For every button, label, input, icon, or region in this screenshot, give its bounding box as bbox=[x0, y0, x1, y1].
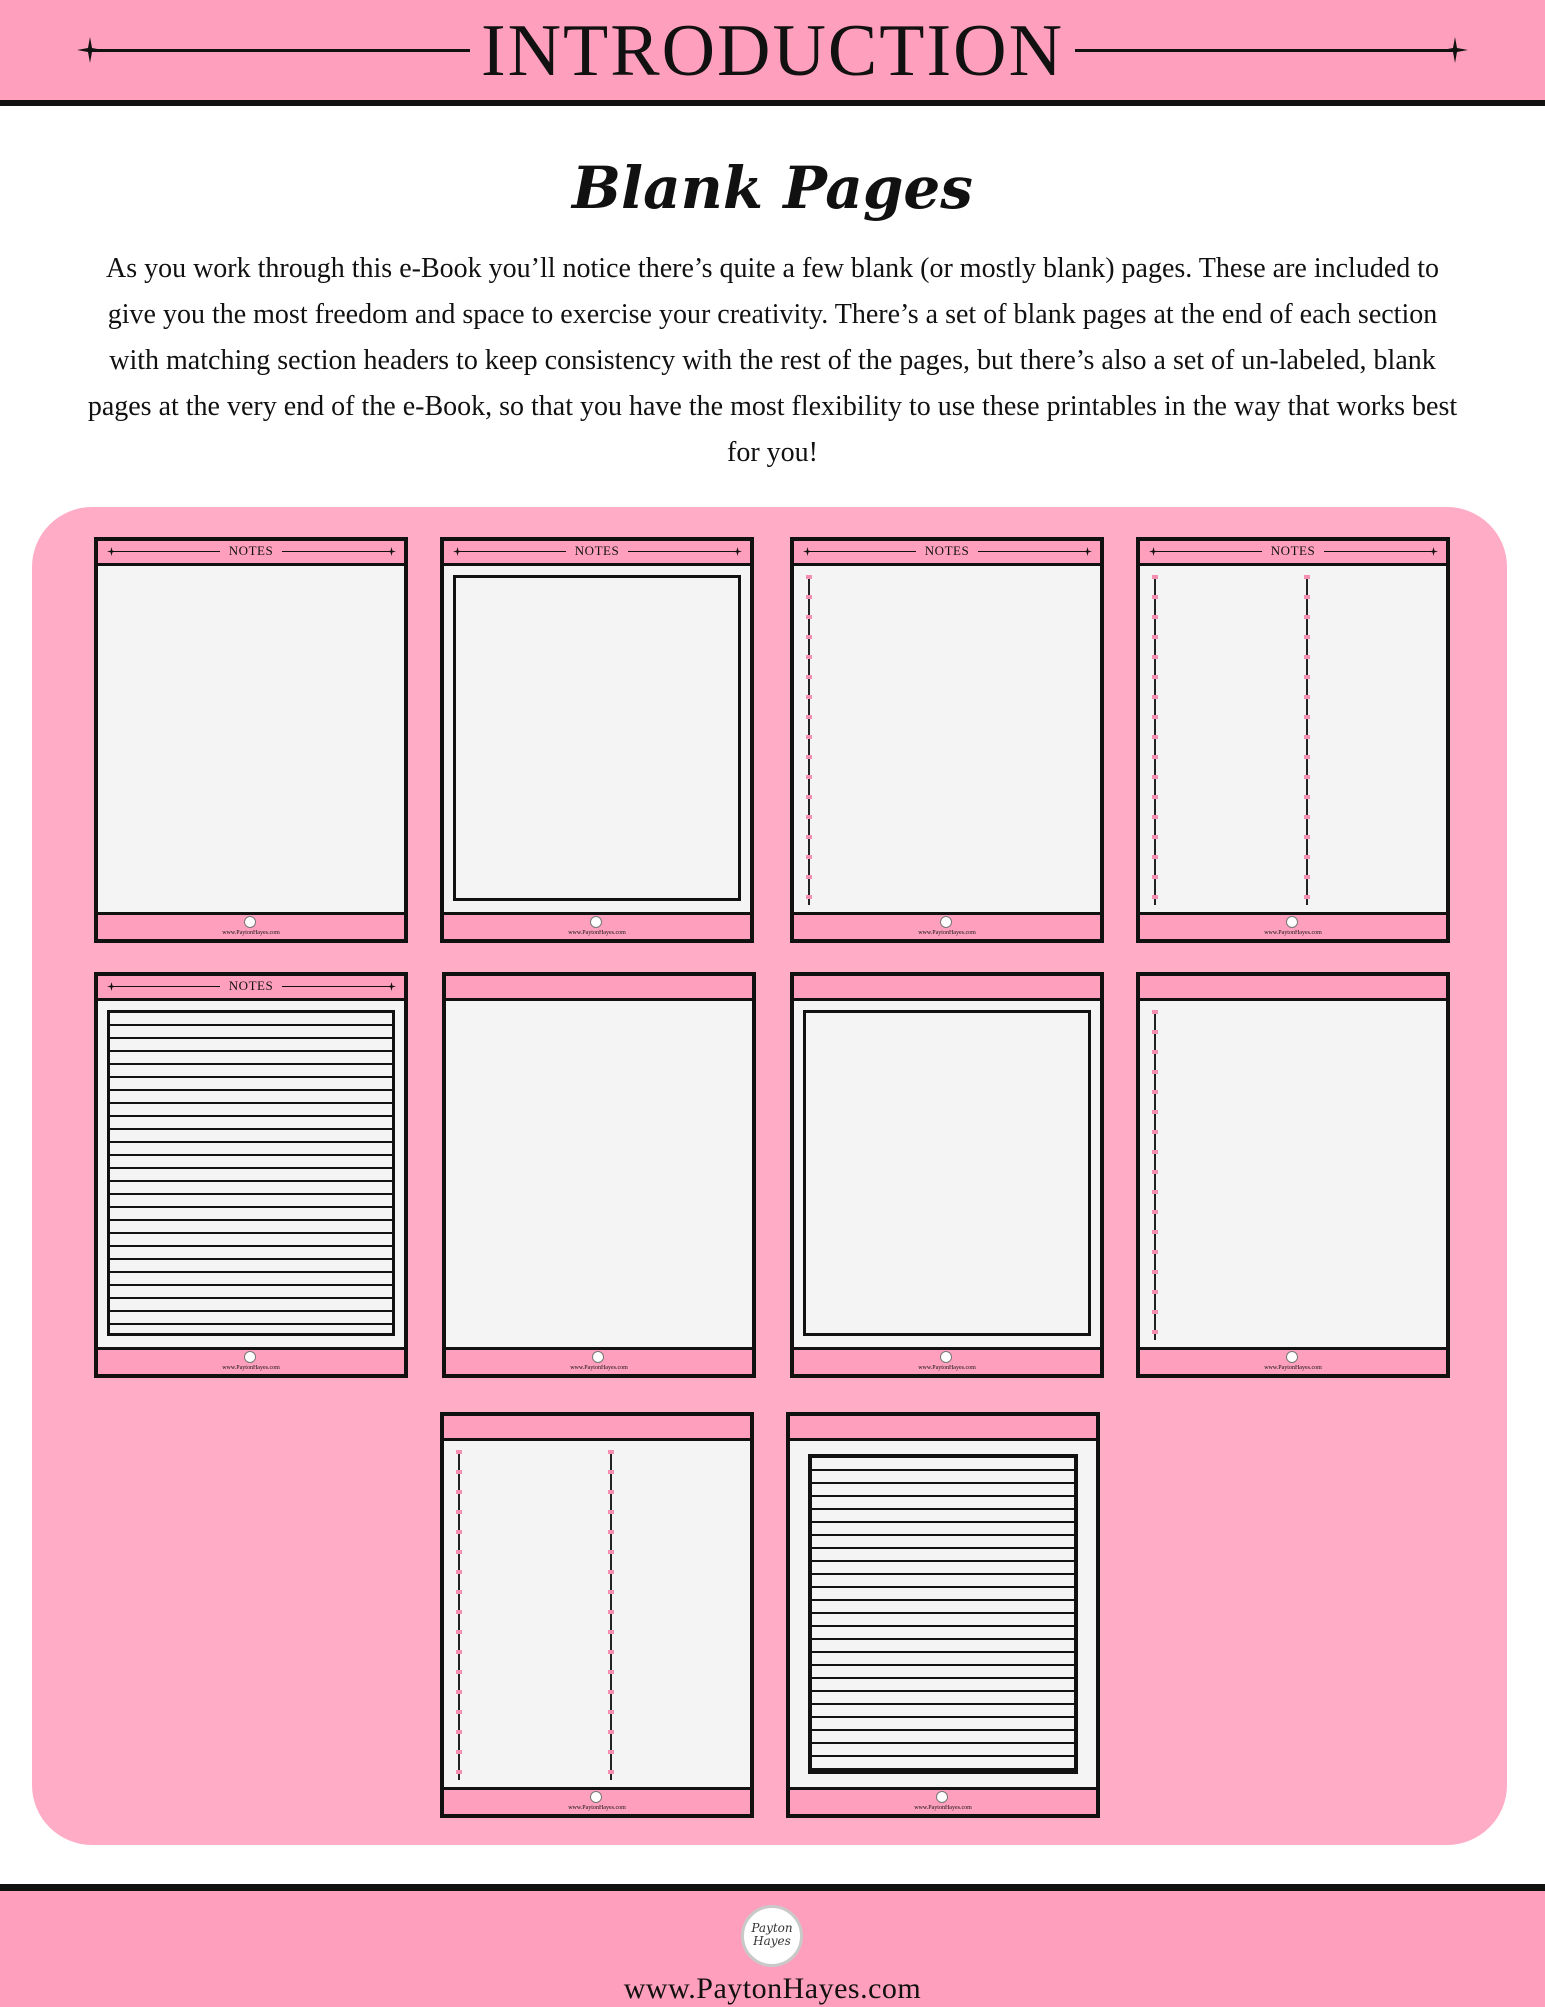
column-divider bbox=[806, 575, 812, 905]
thumbnail-footer-url: www.PaytonHayes.com bbox=[222, 930, 280, 936]
sparkle-icon bbox=[1429, 547, 1438, 556]
section-title: Blank Pages bbox=[572, 154, 973, 222]
logo-icon bbox=[244, 916, 256, 928]
thumbnail-footer bbox=[1140, 1347, 1446, 1374]
thumbnail-frame bbox=[453, 575, 741, 901]
thumbnail-notes-one-column bbox=[790, 537, 1104, 943]
footer-url: www.PaytonHayes.com bbox=[623, 1972, 922, 2005]
thumbnail-header bbox=[444, 1416, 750, 1441]
thumbnail-footer-url: www.PaytonHayes.com bbox=[914, 1805, 972, 1811]
page-title: INTRODUCTION bbox=[480, 10, 1065, 92]
thumbnail-header bbox=[446, 976, 752, 1001]
thumbnail-header-label: NOTES bbox=[1270, 543, 1316, 558]
sparkle-icon bbox=[387, 982, 396, 991]
thumbnail-header-label: NOTES bbox=[228, 978, 274, 993]
thumbnail-header bbox=[98, 976, 404, 1001]
sparkle-icon bbox=[733, 547, 742, 556]
column-divider bbox=[456, 1450, 462, 1780]
column-divider bbox=[1152, 575, 1158, 905]
logo-icon bbox=[936, 1791, 948, 1803]
logo-icon bbox=[940, 1351, 952, 1363]
logo-icon bbox=[1286, 1351, 1298, 1363]
thumbnail-footer bbox=[790, 1787, 1096, 1814]
thumbnail-footer bbox=[444, 912, 750, 939]
brand-logo bbox=[741, 1905, 803, 1967]
page-footer bbox=[0, 1884, 1545, 2007]
thumbnail-footer-url: www.PaytonHayes.com bbox=[568, 930, 626, 936]
column-divider bbox=[1152, 1010, 1158, 1340]
sparkle-icon bbox=[1083, 547, 1092, 556]
thumbnail-plain-two-columns bbox=[440, 1412, 754, 1818]
thumbnail-header bbox=[794, 976, 1100, 1001]
column-divider bbox=[608, 1450, 614, 1780]
brand-logo-signature: Payton Hayes bbox=[751, 1921, 793, 1948]
column-divider bbox=[1304, 575, 1310, 905]
thumbnail-notes-lined bbox=[94, 972, 408, 1378]
thumbnail-footer bbox=[98, 912, 404, 939]
thumbnail-plain-one-column bbox=[1136, 972, 1450, 1378]
thumbnail-lined-frame bbox=[107, 1010, 395, 1336]
thumbnail-footer-url: www.PaytonHayes.com bbox=[568, 1805, 626, 1811]
thumbnail-header bbox=[1140, 541, 1446, 566]
thumbnail-header-label: NOTES bbox=[228, 543, 274, 558]
logo-icon bbox=[940, 916, 952, 928]
header-rule-right bbox=[1075, 49, 1455, 52]
thumbnail-header-label: NOTES bbox=[924, 543, 970, 558]
logo-icon bbox=[592, 1351, 604, 1363]
thumbnail-footer-url: www.PaytonHayes.com bbox=[1264, 930, 1322, 936]
thumbnail-plain-lined bbox=[786, 1412, 1100, 1818]
thumbnail-header bbox=[1140, 976, 1446, 1001]
thumbnail-footer bbox=[98, 1347, 404, 1374]
thumbnail-plain-framed bbox=[790, 972, 1104, 1378]
logo-icon bbox=[1286, 916, 1298, 928]
thumbnail-footer bbox=[444, 1787, 750, 1814]
thumbnail-notes-blank bbox=[94, 537, 408, 943]
thumbnail-plain-blank bbox=[442, 972, 756, 1378]
logo-icon bbox=[590, 916, 602, 928]
page-header bbox=[0, 0, 1545, 106]
sparkle-icon bbox=[1442, 37, 1468, 63]
thumbnail-footer-url: www.PaytonHayes.com bbox=[570, 1365, 628, 1371]
thumbnail-notes-framed bbox=[440, 537, 754, 943]
thumbnail-header bbox=[794, 541, 1100, 566]
blank-pages-gallery bbox=[32, 507, 1507, 1845]
logo-icon bbox=[590, 1791, 602, 1803]
thumbnail-header bbox=[98, 541, 404, 566]
thumbnail-footer bbox=[446, 1347, 752, 1374]
thumbnail-footer bbox=[794, 912, 1100, 939]
thumbnail-footer-url: www.PaytonHayes.com bbox=[222, 1365, 280, 1371]
thumbnail-header-label: NOTES bbox=[574, 543, 620, 558]
thumbnail-frame bbox=[803, 1010, 1091, 1336]
thumbnail-footer bbox=[1140, 912, 1446, 939]
thumbnail-footer-url: www.PaytonHayes.com bbox=[918, 930, 976, 936]
thumbnail-footer bbox=[794, 1347, 1100, 1374]
sparkle-icon bbox=[387, 547, 396, 556]
thumbnail-header bbox=[790, 1416, 1096, 1441]
thumbnail-footer-url: www.PaytonHayes.com bbox=[918, 1365, 976, 1371]
thumbnail-header bbox=[444, 541, 750, 566]
thumbnail-footer-url: www.PaytonHayes.com bbox=[1264, 1365, 1322, 1371]
thumbnail-lined-frame bbox=[808, 1454, 1078, 1774]
intro-paragraph: As you work through this e-Book you’ll notice there’s quite a few blank (or mostly blank) pages. These are included to give you the most freedom and space to exercise your creativity. There’s a set of blank pages at the end of each section with matching section headers to keep consistency with the rest of the pages, but there’s also a set of un-labeled, blank pages at the very end of the e-Book, so that you have the most flexibility to use these printables in the way that works best for you! bbox=[87, 253, 1458, 468]
logo-icon bbox=[244, 1351, 256, 1363]
thumbnail-notes-two-columns bbox=[1136, 537, 1450, 943]
